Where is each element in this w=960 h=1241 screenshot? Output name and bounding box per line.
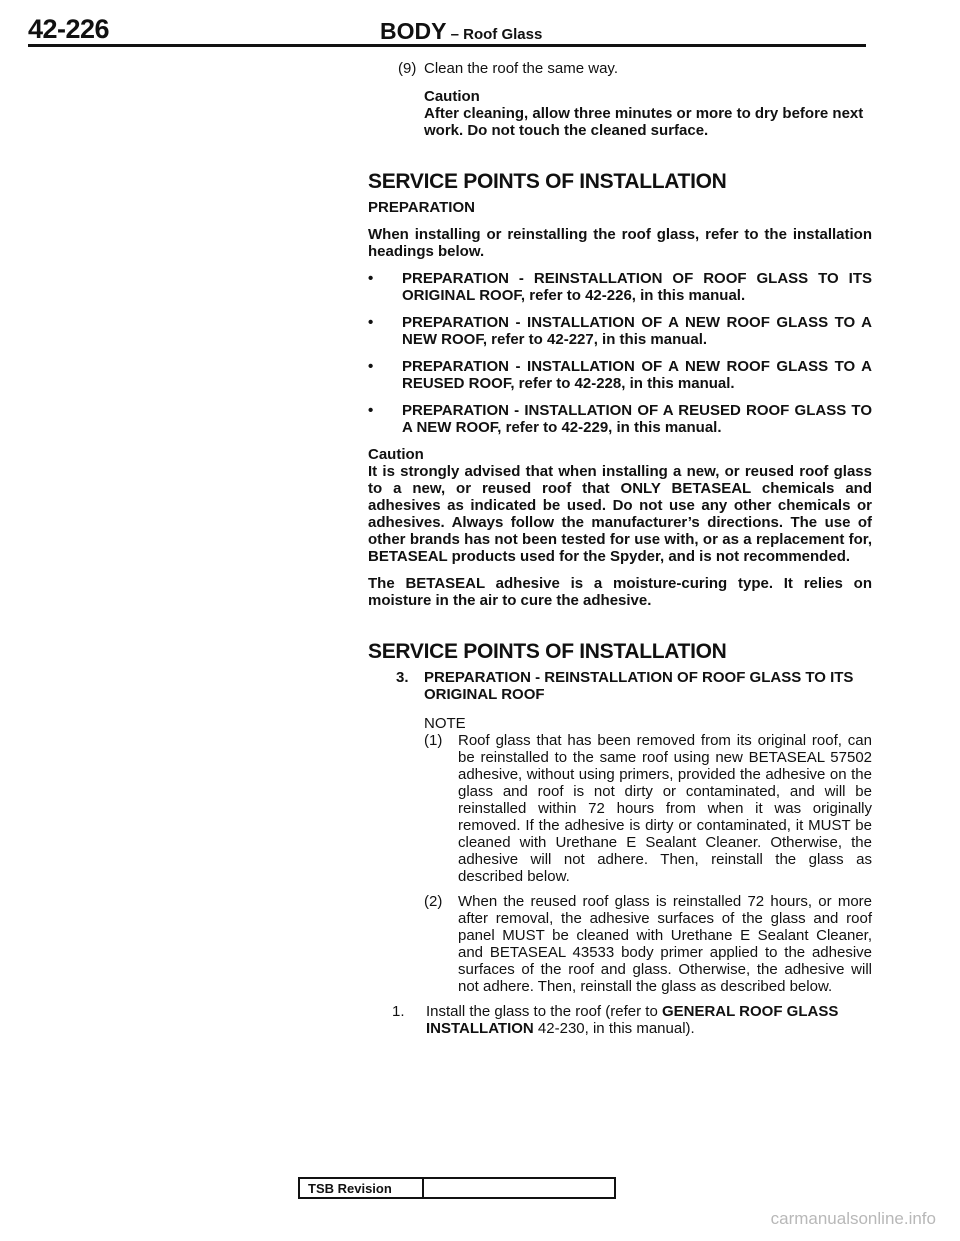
bullet-dot: • [368, 270, 374, 287]
note-item [424, 893, 872, 995]
section-heading: SERVICE POINTS OF INSTALLATION [368, 640, 727, 663]
subsection-name: Roof Glass [463, 26, 543, 43]
main-content [368, 60, 872, 1047]
page-header [28, 14, 864, 48]
step-3 [368, 669, 872, 703]
caution-text: It is strongly advised that when installing a new, or reused roof glass to a new, or reused roof that ONLY BETASEAL chemicals and adhesives as indicated be used. Do not use any other chemicals or adhesives. Always follow the manufacturer’s directions. The use of other brands has not been tested for use with, or as a replacement for, BETASEAL products used for the Spyder, and is not recommended. [368, 463, 872, 565]
step-text-suffix: 42-230, in this manual). [533, 1020, 695, 1037]
section-title [380, 18, 542, 45]
step-1 [368, 1003, 872, 1037]
step-text: Clean the roof the same way. [424, 60, 618, 77]
bullet-dot: • [368, 358, 374, 375]
adhesive-note: The BETASEAL adhesive is a moisture-curing type. It relies on moisture in the air to cure the adhesive. [368, 575, 872, 609]
step-number: 1. [392, 1003, 405, 1020]
step-text: PREPARATION - REINSTALLATION OF ROOF GLASS TO ITS ORIGINAL ROOF [424, 669, 854, 703]
bullet-item [368, 314, 872, 348]
note-label: NOTE [424, 715, 466, 732]
preparation-heading: PREPARATION [368, 199, 475, 216]
title-separator: – [446, 26, 464, 43]
bullet-dot: • [368, 314, 374, 331]
note-text: When the reused roof glass is reinstalled 72 hours, or more after removal, the adhesive surfaces of the glass and roof panel MUST be cleaned with Urethane E Sealant Cleaner, and BETASEAL 43533 body primer applied to the adhesive surfaces of the roof and glass. Otherwise, the adhesive will not adhere. Then, reinstall the glass as described below. [458, 893, 872, 995]
step-number: 3. [396, 669, 409, 686]
bullet-text: PREPARATION - INSTALLATION OF A NEW ROOF GLASS TO A REUSED ROOF, refer to 42-228, in this manual. [402, 358, 872, 392]
page-number: 42-226 [28, 14, 110, 44]
header-rule [28, 44, 866, 47]
step-9 [368, 60, 872, 77]
betaseal-caution [368, 446, 872, 565]
bullet-text: PREPARATION - REINSTALLATION OF ROOF GLASS TO ITS ORIGINAL ROOF, refer to 42-226, in this manual. [402, 270, 872, 304]
bullet-text: PREPARATION - INSTALLATION OF A NEW ROOF GLASS TO A NEW ROOF, refer to 42-227, in this manual. [402, 314, 872, 348]
note-item [424, 732, 872, 885]
section-heading: SERVICE POINTS OF INSTALLATION [368, 170, 727, 193]
caution-label: Caution [424, 88, 480, 105]
note-number: (1) [424, 732, 443, 749]
bullet-item [368, 358, 872, 392]
step-text-bold: GENERAL ROOF GLASS INSTALLATION [426, 1003, 839, 1037]
bullet-dot: • [368, 402, 374, 419]
note-number: (2) [424, 893, 443, 910]
tsb-label: TSB Revision [308, 1181, 392, 1196]
bullet-item [368, 270, 872, 304]
caution-label: Caution [368, 446, 424, 463]
bullet-text: PREPARATION - INSTALLATION OF A REUSED ROOF GLASS TO A NEW ROOF, refer to 42-229, in this manual. [402, 402, 872, 436]
note-text: Roof glass that has been removed from its original roof, can be reinstalled to the same roof using new BETASEAL 57502 adhesive, without using primers, provided the adhesive on the glass and roof is not dirty or contaminated, and will be reinstalled within 72 hours from when it was originally removed. If the adhesive is dirty or contaminated, it MUST be cleaned with Urethane E Sealant Cleaner. Otherwise, the adhesive will not adhere. Then, reinstall the glass as described below. [458, 732, 872, 885]
section-name: BODY [380, 18, 447, 44]
step-text-prefix: Install the glass to the roof (refer to [426, 1003, 662, 1020]
note-block [368, 715, 872, 995]
tsb-divider [422, 1179, 424, 1199]
watermark: carmanualsonline.info [770, 1209, 936, 1228]
intro-paragraph: When installing or reinstalling the roof glass, refer to the installation headings below. [368, 226, 872, 260]
tsb-revision-box [298, 1177, 616, 1199]
caution-text: After cleaning, allow three minutes or more to dry before next work. Do not touch the cleaned surface. [424, 105, 864, 139]
bullet-item [368, 402, 872, 436]
caution-block [368, 88, 872, 139]
step-number: (9) [398, 60, 417, 77]
